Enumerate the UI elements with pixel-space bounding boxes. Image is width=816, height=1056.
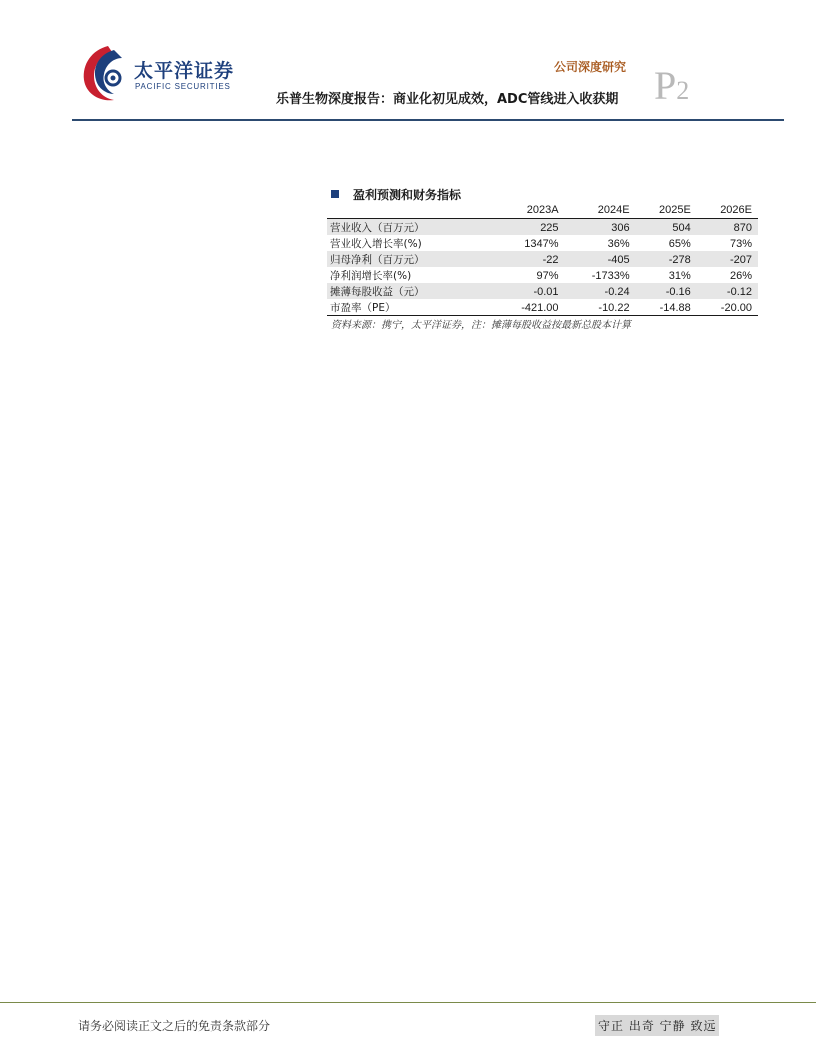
table-cell: -0.24 [565,283,636,299]
table-cell: 65% [668,237,691,250]
document-type-label: 公司深度研究 [554,60,627,74]
table-cell: -0.12 [697,283,758,299]
table-cell: -22 [494,251,564,267]
table-header-blank [327,202,494,219]
row-label: 营业收入增长率(%) [330,238,422,250]
table-header-cell: 2024E [565,202,636,219]
table-row [327,235,758,251]
table-cell: -405 [565,251,636,267]
company-logo [78,42,238,104]
disclaimer-note: 请务必阅读正文之后的免责条款部分 [78,1019,271,1033]
table-cell: 306 [565,219,636,236]
table-cell: -421.00 [494,299,564,316]
header-divider [72,119,784,121]
table-cell: 504 [636,219,697,236]
table-cell: 31% [668,269,691,282]
company-motto: 守正 出奇 宁静 致远 [595,1015,719,1036]
table-cell: -10.22 [565,299,636,316]
row-label: 营业收入（百万元） [327,219,494,236]
row-label: 归母净利（百万元） [327,251,494,267]
logo-chinese-name: 太平洋证券 [134,60,235,82]
table-cell: -278 [636,251,697,267]
table-row [327,219,758,236]
table-cell: 26% [729,269,752,282]
table-cell: -207 [697,251,758,267]
table-cell: 97% [536,269,559,282]
page-number-digit: 2 [676,76,690,105]
section-title [331,186,461,203]
table-header-row [327,202,758,219]
row-label: 市盈率（PE） [327,299,494,316]
table-header-cell: 2026E [697,202,758,219]
table-header-cell: 2023A [494,202,564,219]
pacific-logo-icon [78,42,138,104]
table-cell: -0.01 [494,283,564,299]
footer-divider [0,1002,816,1003]
table-row [327,251,758,267]
table-cell: 36% [607,237,630,250]
table-header-cell: 2025E [636,202,697,219]
logo-english-name: PACIFIC SECURITIES [135,82,231,91]
table-cell: 870 [697,219,758,236]
table-row [327,283,758,299]
page-letter: P [654,63,677,108]
table-cell: 225 [494,219,564,236]
source-note: 资料来源：携宁，太平洋证券，注：摊薄每股收益按最新总股本计算 [331,320,631,331]
table-cell: -20.00 [697,299,758,316]
row-label: 净利润增长率(%) [330,270,412,282]
section-title-text: 盈利预测和财务指标 [353,188,462,202]
page-number [654,62,689,109]
table-row [327,299,758,316]
square-bullet-icon [331,190,339,198]
table-cell: -1733% [591,269,630,282]
table-cell: -0.16 [636,283,697,299]
table-cell: 1347% [524,237,559,250]
row-label: 摊薄每股收益（元） [327,283,494,299]
financial-indicators-table [327,202,758,316]
report-title: 乐普生物深度报告：商业化初见成效，ADC管线进入收获期 [276,92,619,107]
table-row [327,267,758,283]
table-cell: 73% [729,237,752,250]
table-cell: -14.88 [636,299,697,316]
